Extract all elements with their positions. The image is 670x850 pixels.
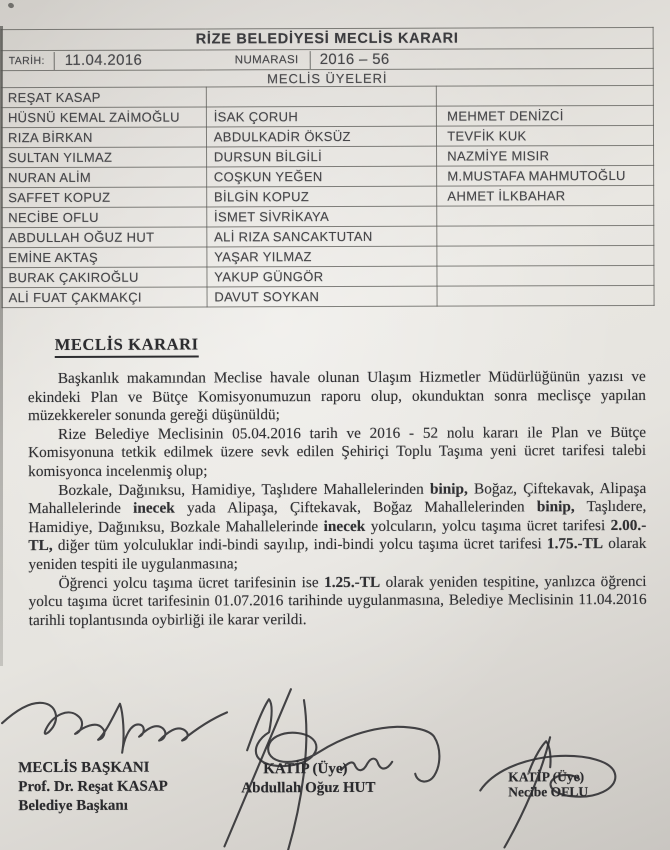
members-table-body: [1, 85, 654, 307]
member-cell: BİLGİN KOPUZ: [206, 186, 437, 207]
member-row: [2, 285, 654, 307]
member-cell: [437, 205, 654, 226]
decision-paragraph: Bozkale, Dağınıksu, Hamidiye, Taşlıdere Mahallelerinden binip, Boğaz, Çiftekavak, Alipaşa Mahallelerinde inecek yada Alipaşa, Çiftekavak, Boğaz Mahallelerinden binip, Taşlıdere, Hamidiye, Dağınıksu, Bozkale Mahallelerinde inecek yolcuların, yolcu taşıma ücret tarifesi 2.00.-TL, diğer tüm yolculuklar indi-bindi sayılıp, indi-bindi yolcu taşıma ücret tarifesi 1.75.-TL olarak yeniden tespiti ile uygulanmasına;: [28, 479, 647, 574]
member-cell: İSAK ÇORUH: [206, 106, 437, 127]
member-cell: MEHMET DENİZCİ: [437, 105, 654, 126]
member-cell: ALİ RIZA SANCAKTUTAN: [207, 226, 438, 247]
signer-role: MECLİS BAŞKANI: [18, 759, 150, 777]
signer-role: KATİP (Üye): [263, 760, 348, 778]
member-cell: SULTAN YILMAZ: [2, 147, 207, 168]
member-row: [2, 145, 654, 167]
member-row: [2, 245, 654, 267]
decision-heading: MECLİS KARARI: [55, 334, 199, 358]
member-cell: [437, 85, 654, 106]
member-cell: İSMET SİVRİKAYA: [207, 206, 438, 227]
member-cell: EMİNE AKTAŞ: [2, 247, 207, 268]
table-row: [1, 27, 653, 50]
member-cell: RIZA BİRKAN: [1, 127, 206, 148]
member-row: [1, 125, 653, 147]
member-cell: NECİBE OFLU: [2, 207, 207, 228]
member-cell: ALİ FUAT ÇAKMAKÇI: [2, 287, 207, 308]
signature-block-katip-oflu: [508, 769, 588, 799]
decision-paragraphs: [28, 368, 647, 630]
decision-paragraph: Rize Belediye Meclisinin 05.04.2016 tarih ve 2016 - 52 nolu kararı ile Plan ve Bütçe Komisyonuna tetkik edilmek üzere sevk edilen Şehiriçi Toplu Taşıma yeni ücret tarifesi talebi komisyonca incelenmiş olup;: [28, 423, 647, 481]
member-cell: M.MUSTAFA MAHMUTOĞLU: [437, 165, 654, 186]
member-cell: ABDULLAH OĞUZ HUT: [2, 227, 207, 248]
member-cell: DAVUT SOYKAN: [207, 286, 438, 307]
member-cell: COŞKUN YEĞEN: [206, 166, 437, 187]
member-cell: YAŞAR YILMAZ: [207, 246, 438, 267]
member-cell: HÜSNÜ KEMAL ZAİMOĞLU: [1, 107, 206, 128]
member-cell: [437, 265, 654, 286]
signer-name: Necibe OFLU: [508, 784, 589, 800]
decision-paragraph: Başkanlık makamından Meclise havale olunan Ulaşım Hizmetler Müdürlüğünün yazısı ve ekindeki Plan ve Bütçe Komisyonumuzun raporu olup, okunduktan sonra meclisçe yapılan müzekkereler sonunda gereği düşünüldü;: [27, 367, 646, 425]
decision-paragraph: Öğrenci yolcu taşıma ücret tarifesinin ise 1.25.-TL olarak yeniden tespitine, yanlızca öğrenci yolcu taşıma ücret tarifesinin 01.07.2016 tarihinde uygulanmasına, Belediye Meclisinin 11.04.2016 tarihli toplantısında oybirliği ile karar verildi.: [28, 572, 647, 629]
date-value: 11.04.2016: [64, 51, 143, 69]
member-row: [2, 265, 654, 287]
member-cell: AHMET İLKBAHAR: [437, 185, 654, 206]
date-label: TARİH:: [8, 54, 45, 67]
signature-block-katip-hut: [241, 760, 375, 798]
document-title: RİZE BELEDİYESİ MECLİS KARARI: [1, 27, 653, 50]
decision-header-table: [1, 27, 655, 308]
table-row: [1, 48, 653, 70]
signer-role: KATİP (Üye): [508, 769, 585, 785]
number-value: 2016 – 56: [319, 50, 390, 69]
member-cell: SAFFET KOPUZ: [2, 187, 207, 208]
signer-title: Belediye Başkanı: [18, 797, 128, 815]
member-cell: BURAK ÇAKIROĞLU: [2, 267, 207, 288]
member-row: [1, 85, 653, 107]
member-row: [1, 105, 653, 127]
member-row: [2, 225, 654, 247]
signature-resat-kasap-ink: [2, 702, 227, 753]
signer-name: Prof. Dr. Reşat KASAP: [18, 778, 168, 796]
member-cell: ABDULKADİR ÖKSÜZ: [206, 126, 437, 147]
member-cell: [437, 225, 654, 246]
member-cell: YAKUP GÜNGÖR: [207, 266, 438, 287]
member-cell: REŞAT KASAP: [1, 87, 206, 108]
member-cell: TEVFİK KUK: [437, 125, 654, 146]
member-row: [2, 165, 654, 187]
number-label: NUMARASI: [234, 53, 299, 66]
member-row: [2, 185, 654, 207]
member-cell: [437, 285, 654, 306]
date-number-row: [2, 49, 653, 69]
member-cell: [437, 245, 654, 266]
member-cell: NURAN ALİM: [2, 167, 207, 188]
member-row: [2, 205, 654, 227]
signature-block-meclis-baskani: [18, 759, 168, 817]
member-cell: NAZMİYE MISIR: [437, 145, 654, 166]
signer-name: Abdullah Oğuz HUT: [241, 779, 376, 797]
member-cell: [206, 86, 437, 107]
members-header: MECLİS ÜYELERİ: [1, 68, 653, 87]
member-cell: DURSUN BİLGİLİ: [206, 146, 437, 167]
